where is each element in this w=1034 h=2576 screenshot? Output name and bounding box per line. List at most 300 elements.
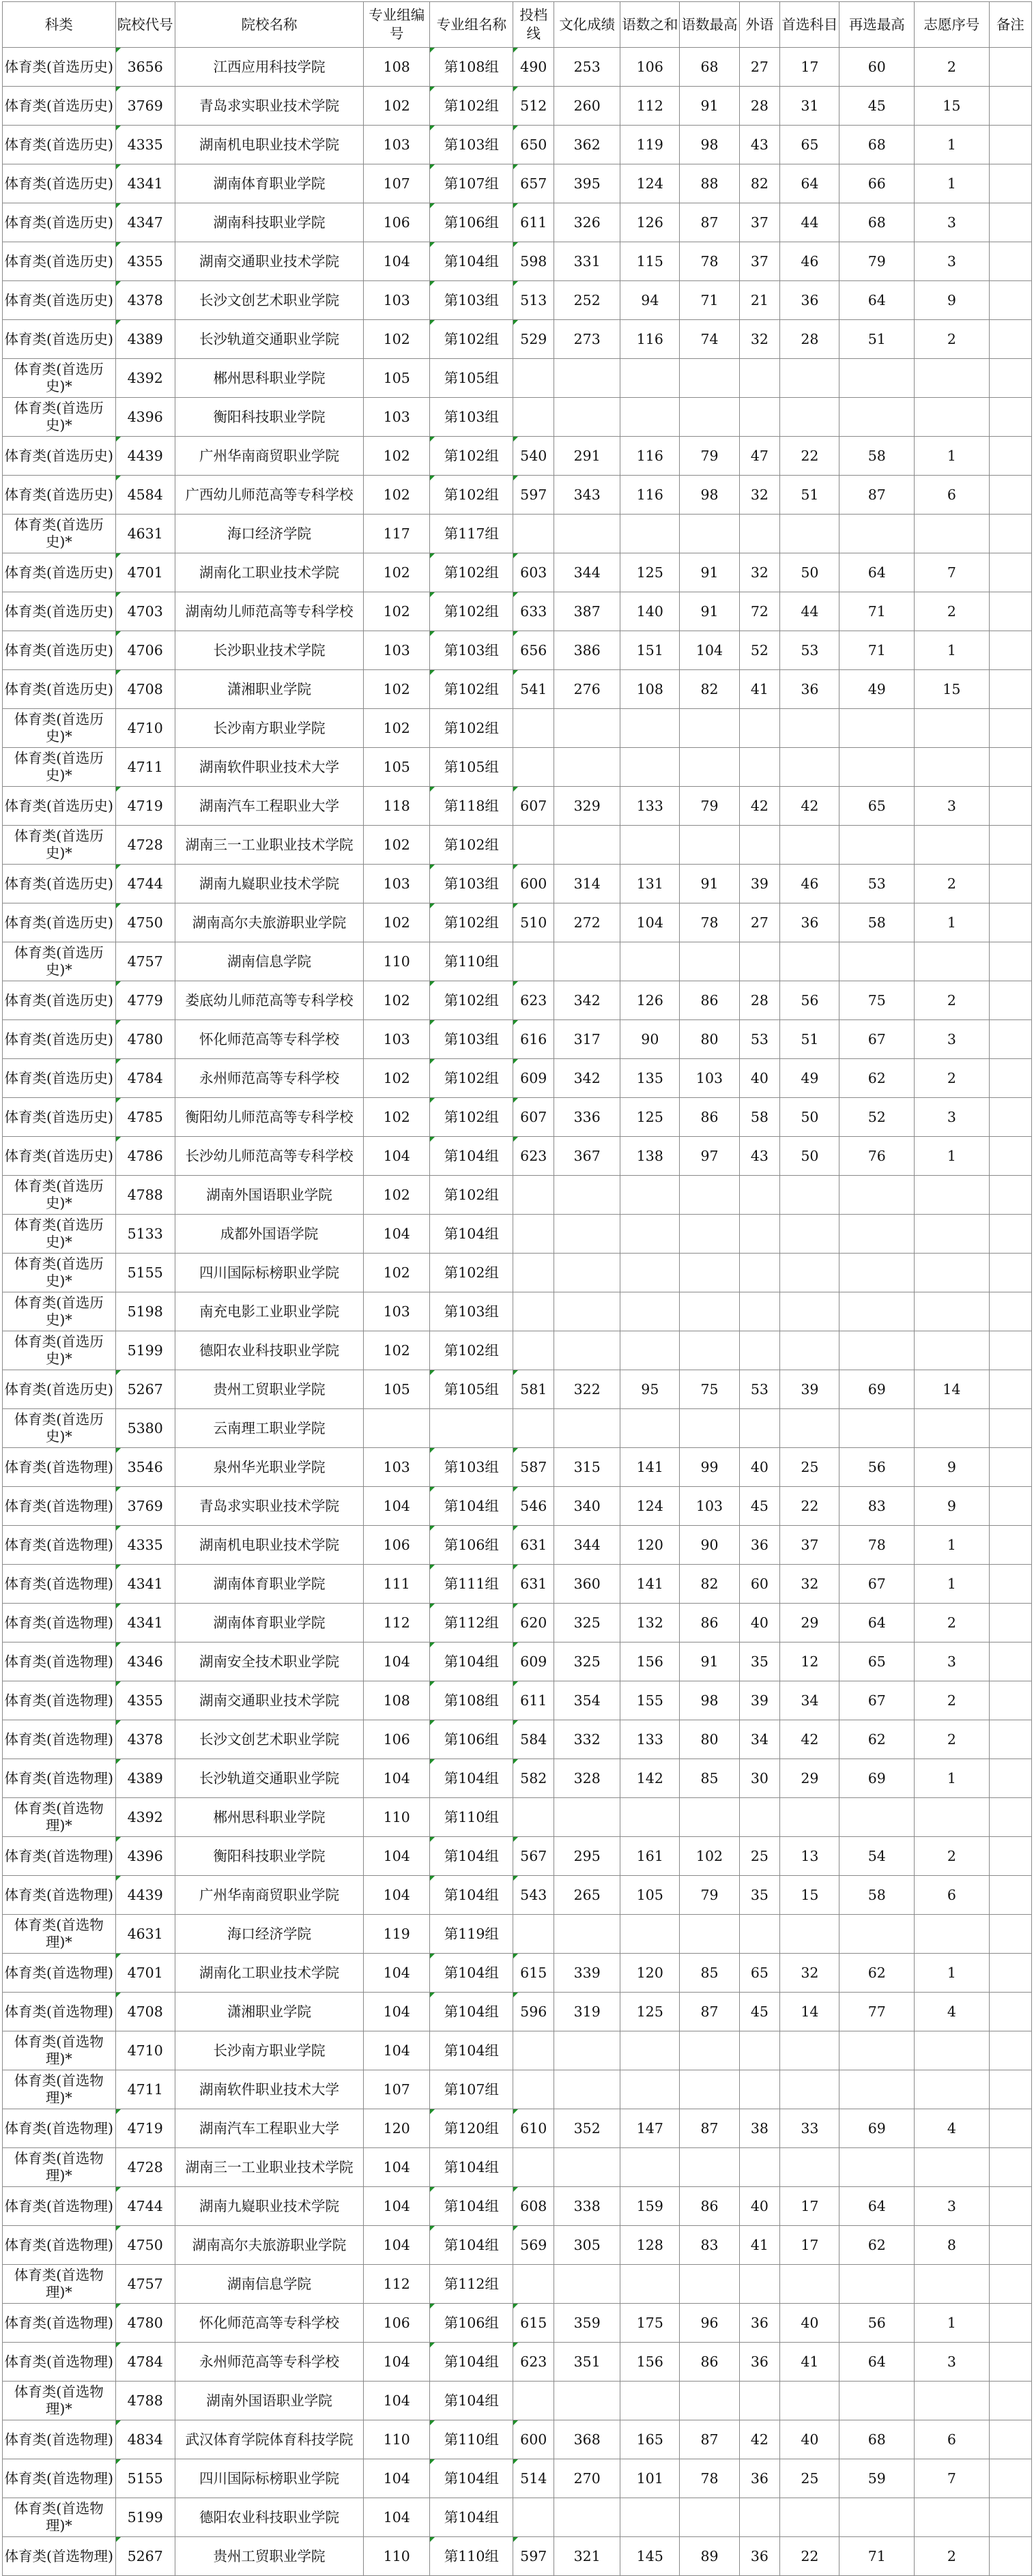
cell-chinese-math-max: 71 <box>680 281 739 320</box>
cell-remarks <box>989 203 1031 242</box>
cell-category: 体育类(首选物理)* <box>3 2382 116 2420</box>
cell-culture-score: 367 <box>554 1137 620 1176</box>
cell-category: 体育类(首选历史) <box>3 1059 116 1098</box>
cell-group-number: 104 <box>364 1876 430 1915</box>
cell-group-name: 第107组 <box>430 164 513 203</box>
cell-foreign-language: 36 <box>739 2304 780 2343</box>
cell-group-name: 第120组 <box>430 2109 513 2148</box>
cell-category: 体育类(首选物理)* <box>3 2031 116 2070</box>
cell-cutoff-score: 567 <box>513 1837 554 1876</box>
cell-chinese-math-sum: 120 <box>620 1526 680 1565</box>
cell-remarks <box>989 1215 1031 1254</box>
cell-school-code: 4710 <box>115 2031 175 2070</box>
cell-chinese-math-sum: 108 <box>620 670 680 709</box>
cell-first-subject: 50 <box>780 1098 839 1137</box>
cell-culture-score: 354 <box>554 1681 620 1720</box>
table-row <box>3 2226 1032 2265</box>
cell-chinese-math-max <box>680 2382 739 2420</box>
cell-first-subject: 46 <box>780 865 839 903</box>
cell-first-subject <box>780 1292 839 1331</box>
cell-chinese-math-sum: 147 <box>620 2109 680 2148</box>
cell-chinese-math-max: 74 <box>680 320 739 359</box>
cell-culture-score: 395 <box>554 164 620 203</box>
cell-chinese-math-sum <box>620 1176 680 1215</box>
table-row <box>3 1720 1032 1759</box>
cell-chinese-math-sum <box>620 2148 680 2187</box>
cell-culture-score <box>554 1254 620 1292</box>
cell-category: 体育类(首选历史)* <box>3 359 116 398</box>
cell-chinese-math-max: 86 <box>680 2343 739 2382</box>
cell-foreign-language <box>739 1331 780 1370</box>
cell-first-subject <box>780 2070 839 2109</box>
cell-foreign-language <box>739 942 780 981</box>
cell-second-subject-max <box>839 1215 915 1254</box>
cell-category: 体育类(首选历史) <box>3 320 116 359</box>
cell-remarks <box>989 1798 1031 1837</box>
cell-school-name: 贵州工贸职业学院 <box>175 2537 363 2576</box>
cell-cutoff-score <box>513 398 554 437</box>
cell-chinese-math-max <box>680 1409 739 1448</box>
cell-culture-score: 325 <box>554 1642 620 1681</box>
cell-school-name: 湖南汽车工程职业大学 <box>175 787 363 826</box>
cell-foreign-language: 21 <box>739 281 780 320</box>
cell-culture-score <box>554 2382 620 2420</box>
table-row <box>3 1215 1032 1254</box>
cell-category: 体育类(首选历史) <box>3 126 116 164</box>
cell-cutoff-score: 581 <box>513 1370 554 1409</box>
cell-category: 体育类(首选历史)* <box>3 1254 116 1292</box>
cell-cutoff-score: 623 <box>513 981 554 1020</box>
cell-chinese-math-max: 89 <box>680 2537 739 2576</box>
cell-preference-number: 2 <box>915 592 990 631</box>
cell-preference-number: 3 <box>915 2187 990 2226</box>
cell-preference-number: 1 <box>915 903 990 942</box>
cell-preference-number <box>915 826 990 865</box>
cell-chinese-math-sum <box>620 748 680 787</box>
cell-first-subject <box>780 1176 839 1215</box>
cell-culture-score <box>554 359 620 398</box>
cell-foreign-language: 36 <box>739 2459 780 2498</box>
table-row <box>3 826 1032 865</box>
cell-category: 体育类(首选物理)* <box>3 2148 116 2187</box>
cell-remarks <box>989 1137 1031 1176</box>
cell-school-name: 长沙轨道交通职业学院 <box>175 1759 363 1798</box>
cell-chinese-math-sum <box>620 359 680 398</box>
cell-foreign-language: 53 <box>739 1370 780 1409</box>
cell-remarks <box>989 1176 1031 1215</box>
cell-preference-number <box>915 2498 990 2537</box>
table-row <box>3 320 1032 359</box>
cell-school-code: 3769 <box>115 1487 175 1526</box>
cell-preference-number <box>915 1409 990 1448</box>
cell-school-code: 4396 <box>115 398 175 437</box>
cell-remarks <box>989 2459 1031 2498</box>
cell-first-subject: 41 <box>780 2343 839 2382</box>
cell-school-name: 武汉体育学院体育科技学院 <box>175 2420 363 2459</box>
cell-chinese-math-max <box>680 398 739 437</box>
cell-school-name: 贵州工贸职业学院 <box>175 1370 363 1409</box>
cell-school-code: 5267 <box>115 1370 175 1409</box>
cell-cutoff-score <box>513 1176 554 1215</box>
cell-preference-number: 1 <box>915 1526 990 1565</box>
cell-foreign-language <box>739 748 780 787</box>
table-row <box>3 2498 1032 2537</box>
cell-foreign-language <box>739 2382 780 2420</box>
cell-cutoff-score <box>513 1254 554 1292</box>
cell-chinese-math-max: 86 <box>680 981 739 1020</box>
cell-school-name: 四川国际标榜职业学院 <box>175 2459 363 2498</box>
cell-school-code: 4744 <box>115 2187 175 2226</box>
cell-group-number: 104 <box>364 1487 430 1526</box>
cell-chinese-math-sum: 155 <box>620 1681 680 1720</box>
cell-chinese-math-sum: 101 <box>620 2459 680 2498</box>
table-row <box>3 1487 1032 1526</box>
cell-school-name: 永州师范高等专科学校 <box>175 1059 363 1098</box>
cell-chinese-math-sum: 95 <box>620 1370 680 1409</box>
cell-group-name: 第117组 <box>430 515 513 553</box>
cell-group-number: 104 <box>364 2187 430 2226</box>
cell-first-subject: 53 <box>780 631 839 670</box>
cell-first-subject <box>780 826 839 865</box>
cell-remarks <box>989 981 1031 1020</box>
cell-foreign-language: 47 <box>739 437 780 476</box>
cell-preference-number <box>915 398 990 437</box>
cell-chinese-math-max: 79 <box>680 437 739 476</box>
cell-second-subject-max <box>839 1331 915 1370</box>
cell-group-name: 第111组 <box>430 1565 513 1604</box>
cell-school-name: 湖南化工职业技术学院 <box>175 553 363 592</box>
cell-group-number: 104 <box>364 242 430 281</box>
cell-group-number: 104 <box>364 2031 430 2070</box>
cell-first-subject <box>780 942 839 981</box>
cell-cutoff-score <box>513 1331 554 1370</box>
cell-group-name: 第102组 <box>430 592 513 631</box>
cell-chinese-math-sum: 119 <box>620 126 680 164</box>
cell-school-code: 4389 <box>115 1759 175 1798</box>
cell-school-code: 4335 <box>115 1526 175 1565</box>
cell-preference-number <box>915 359 990 398</box>
table-row <box>3 1681 1032 1720</box>
cell-preference-number: 2 <box>915 1604 990 1642</box>
cell-preference-number <box>915 1292 990 1331</box>
cell-second-subject-max <box>839 709 915 748</box>
table-row <box>3 553 1032 592</box>
cell-cutoff-score <box>513 1215 554 1254</box>
cell-group-name: 第104组 <box>430 1954 513 1993</box>
cell-remarks <box>989 476 1031 515</box>
cell-first-subject <box>780 1915 839 1954</box>
cell-remarks <box>989 437 1031 476</box>
cell-school-name: 潇湘职业学院 <box>175 1993 363 2031</box>
table-row <box>3 242 1032 281</box>
cell-school-name: 湖南汽车工程职业大学 <box>175 2109 363 2148</box>
cell-remarks <box>989 709 1031 748</box>
table-row <box>3 1993 1032 2031</box>
cell-group-name: 第103组 <box>430 1292 513 1331</box>
cell-school-code: 4744 <box>115 865 175 903</box>
cell-remarks <box>989 670 1031 709</box>
cell-group-number: 106 <box>364 2304 430 2343</box>
cell-category: 体育类(首选历史)* <box>3 1176 116 1215</box>
table-body <box>3 48 1032 2576</box>
cell-school-code: 4439 <box>115 1876 175 1915</box>
cell-category: 体育类(首选物理) <box>3 1837 116 1876</box>
cell-culture-score: 342 <box>554 1059 620 1098</box>
cell-school-name: 湖南信息学院 <box>175 2265 363 2304</box>
cell-chinese-math-sum: 112 <box>620 87 680 126</box>
cell-school-name: 江西应用科技学院 <box>175 48 363 87</box>
cell-school-code: 4719 <box>115 2109 175 2148</box>
cell-school-name: 海口经济学院 <box>175 1915 363 1954</box>
cell-school-code: 5380 <box>115 1409 175 1448</box>
cell-chinese-math-max: 91 <box>680 87 739 126</box>
cell-chinese-math-max: 85 <box>680 1954 739 1993</box>
cell-cutoff-score: 633 <box>513 592 554 631</box>
cell-category: 体育类(首选历史)* <box>3 942 116 981</box>
cell-second-subject-max: 52 <box>839 1098 915 1137</box>
header-foreign-language: 外语 <box>739 2 780 48</box>
cell-remarks <box>989 1254 1031 1292</box>
cell-foreign-language <box>739 398 780 437</box>
cell-school-code: 5267 <box>115 2537 175 2576</box>
cell-chinese-math-sum: 115 <box>620 242 680 281</box>
cell-group-name: 第102组 <box>430 476 513 515</box>
cell-second-subject-max <box>839 748 915 787</box>
cell-remarks <box>989 1059 1031 1098</box>
cell-chinese-math-sum: 132 <box>620 1604 680 1642</box>
cell-group-name <box>430 1409 513 1448</box>
cell-second-subject-max: 58 <box>839 437 915 476</box>
cell-second-subject-max: 75 <box>839 981 915 1020</box>
cell-foreign-language: 45 <box>739 1993 780 2031</box>
cell-school-code: 5155 <box>115 1254 175 1292</box>
cell-group-name: 第102组 <box>430 709 513 748</box>
cell-cutoff-score <box>513 2498 554 2537</box>
cell-foreign-language: 30 <box>739 1759 780 1798</box>
cell-group-number: 102 <box>364 87 430 126</box>
cell-second-subject-max: 68 <box>839 126 915 164</box>
cell-culture-score <box>554 1176 620 1215</box>
cell-foreign-language: 43 <box>739 1137 780 1176</box>
cell-second-subject-max: 67 <box>839 1565 915 1604</box>
cell-chinese-math-max <box>680 2498 739 2537</box>
cell-first-subject <box>780 1254 839 1292</box>
cell-preference-number: 1 <box>915 126 990 164</box>
cell-school-code: 4347 <box>115 203 175 242</box>
table-row <box>3 515 1032 553</box>
cell-remarks <box>989 1876 1031 1915</box>
cell-group-name: 第104组 <box>430 1642 513 1681</box>
cell-remarks <box>989 1915 1031 1954</box>
cell-school-code: 5199 <box>115 1331 175 1370</box>
cell-remarks <box>989 787 1031 826</box>
table-header-row <box>3 2 1032 48</box>
cell-remarks <box>989 1098 1031 1137</box>
cell-remarks <box>989 164 1031 203</box>
cell-cutoff-score: 615 <box>513 2304 554 2343</box>
cell-foreign-language: 45 <box>739 1487 780 1526</box>
cell-remarks <box>989 87 1031 126</box>
cell-first-subject <box>780 2031 839 2070</box>
cell-group-name: 第104组 <box>430 2382 513 2420</box>
cell-foreign-language: 65 <box>739 1954 780 1993</box>
cell-school-name: 成都外国语学院 <box>175 1215 363 1254</box>
cell-category: 体育类(首选物理) <box>3 1759 116 1798</box>
cell-second-subject-max <box>839 2031 915 2070</box>
cell-group-number: 117 <box>364 515 430 553</box>
cell-remarks <box>989 1331 1031 1370</box>
cell-culture-score: 276 <box>554 670 620 709</box>
cell-foreign-language: 42 <box>739 2420 780 2459</box>
cell-cutoff-score: 623 <box>513 2343 554 2382</box>
cell-school-code: 4784 <box>115 1059 175 1098</box>
cell-group-name: 第104组 <box>430 1993 513 2031</box>
cell-category: 体育类(首选物理) <box>3 1720 116 1759</box>
cell-foreign-language <box>739 1409 780 1448</box>
table-row <box>3 2537 1032 2576</box>
cell-cutoff-score: 512 <box>513 87 554 126</box>
cell-school-name: 长沙文创艺术职业学院 <box>175 1720 363 1759</box>
cell-preference-number: 1 <box>915 164 990 203</box>
cell-chinese-math-sum: 126 <box>620 981 680 1020</box>
cell-cutoff-score: 569 <box>513 2226 554 2265</box>
cell-culture-score: 317 <box>554 1020 620 1059</box>
cell-chinese-math-max <box>680 826 739 865</box>
cell-school-name: 长沙南方职业学院 <box>175 709 363 748</box>
cell-category: 体育类(首选历史) <box>3 787 116 826</box>
cell-school-name: 湖南机电职业技术学院 <box>175 1526 363 1565</box>
cell-category: 体育类(首选历史) <box>3 670 116 709</box>
cell-category: 体育类(首选历史) <box>3 1137 116 1176</box>
table-row <box>3 2070 1032 2109</box>
cell-cutoff-score: 615 <box>513 1954 554 1993</box>
cell-school-code: 4706 <box>115 631 175 670</box>
cell-preference-number: 9 <box>915 281 990 320</box>
cell-category: 体育类(首选物理) <box>3 2343 116 2382</box>
cell-second-subject-max: 64 <box>839 553 915 592</box>
cell-group-number: 103 <box>364 281 430 320</box>
cell-chinese-math-max: 78 <box>680 903 739 942</box>
cell-foreign-language: 32 <box>739 476 780 515</box>
cell-second-subject-max: 64 <box>839 1604 915 1642</box>
cell-group-number: 106 <box>364 203 430 242</box>
cell-chinese-math-max: 99 <box>680 1448 739 1487</box>
cell-first-subject: 25 <box>780 1448 839 1487</box>
cell-group-name: 第110组 <box>430 2537 513 2576</box>
cell-culture-score: 291 <box>554 437 620 476</box>
cell-cutoff-score <box>513 709 554 748</box>
cell-first-subject: 12 <box>780 1642 839 1681</box>
cell-chinese-math-sum: 106 <box>620 48 680 87</box>
cell-first-subject: 22 <box>780 437 839 476</box>
cell-first-subject: 28 <box>780 320 839 359</box>
cell-culture-score: 331 <box>554 242 620 281</box>
cell-first-subject: 64 <box>780 164 839 203</box>
cell-first-subject <box>780 1409 839 1448</box>
cell-group-name: 第102组 <box>430 981 513 1020</box>
cell-foreign-language: 40 <box>739 1448 780 1487</box>
cell-second-subject-max: 64 <box>839 281 915 320</box>
cell-group-number: 102 <box>364 476 430 515</box>
cell-culture-score: 343 <box>554 476 620 515</box>
cell-foreign-language: 39 <box>739 1681 780 1720</box>
cell-culture-score <box>554 1292 620 1331</box>
cell-culture-score <box>554 2265 620 2304</box>
cell-chinese-math-sum: 124 <box>620 164 680 203</box>
cell-category: 体育类(首选物理)* <box>3 1798 116 1837</box>
cell-foreign-language: 35 <box>739 1642 780 1681</box>
cell-category: 体育类(首选历史) <box>3 476 116 515</box>
cell-culture-score: 368 <box>554 2420 620 2459</box>
cell-first-subject: 65 <box>780 126 839 164</box>
cell-chinese-math-sum: 140 <box>620 592 680 631</box>
cell-cutoff-score: 546 <box>513 1487 554 1526</box>
cell-chinese-math-sum: 141 <box>620 1565 680 1604</box>
cell-school-code: 4788 <box>115 2382 175 2420</box>
cell-school-code: 4341 <box>115 1604 175 1642</box>
cell-first-subject: 37 <box>780 1526 839 1565</box>
cell-group-number: 102 <box>364 320 430 359</box>
cell-school-code: 4711 <box>115 2070 175 2109</box>
cell-first-subject: 17 <box>780 2187 839 2226</box>
cell-culture-score <box>554 2498 620 2537</box>
cell-cutoff-score: 616 <box>513 1020 554 1059</box>
cell-cutoff-score: 623 <box>513 1137 554 1176</box>
cell-remarks <box>989 1487 1031 1526</box>
cell-first-subject: 40 <box>780 2420 839 2459</box>
cell-group-name: 第106组 <box>430 1526 513 1565</box>
cell-cutoff-score <box>513 748 554 787</box>
cell-remarks <box>989 2420 1031 2459</box>
cell-preference-number <box>915 2031 990 2070</box>
cell-chinese-math-sum <box>620 1215 680 1254</box>
cell-chinese-math-sum: 128 <box>620 2226 680 2265</box>
cell-chinese-math-max <box>680 748 739 787</box>
cell-remarks <box>989 2031 1031 2070</box>
cell-category: 体育类(首选历史) <box>3 203 116 242</box>
cell-culture-score: 328 <box>554 1759 620 1798</box>
cell-preference-number: 1 <box>915 1759 990 1798</box>
cell-culture-score <box>554 1915 620 1954</box>
cell-culture-score <box>554 748 620 787</box>
cell-remarks <box>989 2109 1031 2148</box>
cell-group-name: 第102组 <box>430 320 513 359</box>
cell-culture-score: 325 <box>554 1604 620 1642</box>
cell-preference-number: 2 <box>915 1720 990 1759</box>
cell-preference-number: 3 <box>915 1020 990 1059</box>
cell-category: 体育类(首选物理)* <box>3 2070 116 2109</box>
cell-school-code: 4355 <box>115 1681 175 1720</box>
cell-school-code: 4750 <box>115 2226 175 2265</box>
cell-group-name: 第106组 <box>430 2304 513 2343</box>
cell-category: 体育类(首选历史) <box>3 981 116 1020</box>
cell-preference-number: 8 <box>915 2226 990 2265</box>
cell-school-code: 4710 <box>115 709 175 748</box>
cell-group-number: 102 <box>364 709 430 748</box>
cell-chinese-math-sum: 105 <box>620 1876 680 1915</box>
cell-chinese-math-sum <box>620 515 680 553</box>
cell-preference-number: 1 <box>915 437 990 476</box>
table-row <box>3 709 1032 748</box>
cell-school-code: 3546 <box>115 1448 175 1487</box>
cell-group-number: 102 <box>364 1331 430 1370</box>
cell-group-number: 103 <box>364 126 430 164</box>
cell-cutoff-score: 620 <box>513 1604 554 1642</box>
cell-group-name: 第102组 <box>430 87 513 126</box>
cell-culture-score <box>554 709 620 748</box>
cell-chinese-math-max: 85 <box>680 1759 739 1798</box>
cell-category: 体育类(首选历史)* <box>3 1292 116 1331</box>
